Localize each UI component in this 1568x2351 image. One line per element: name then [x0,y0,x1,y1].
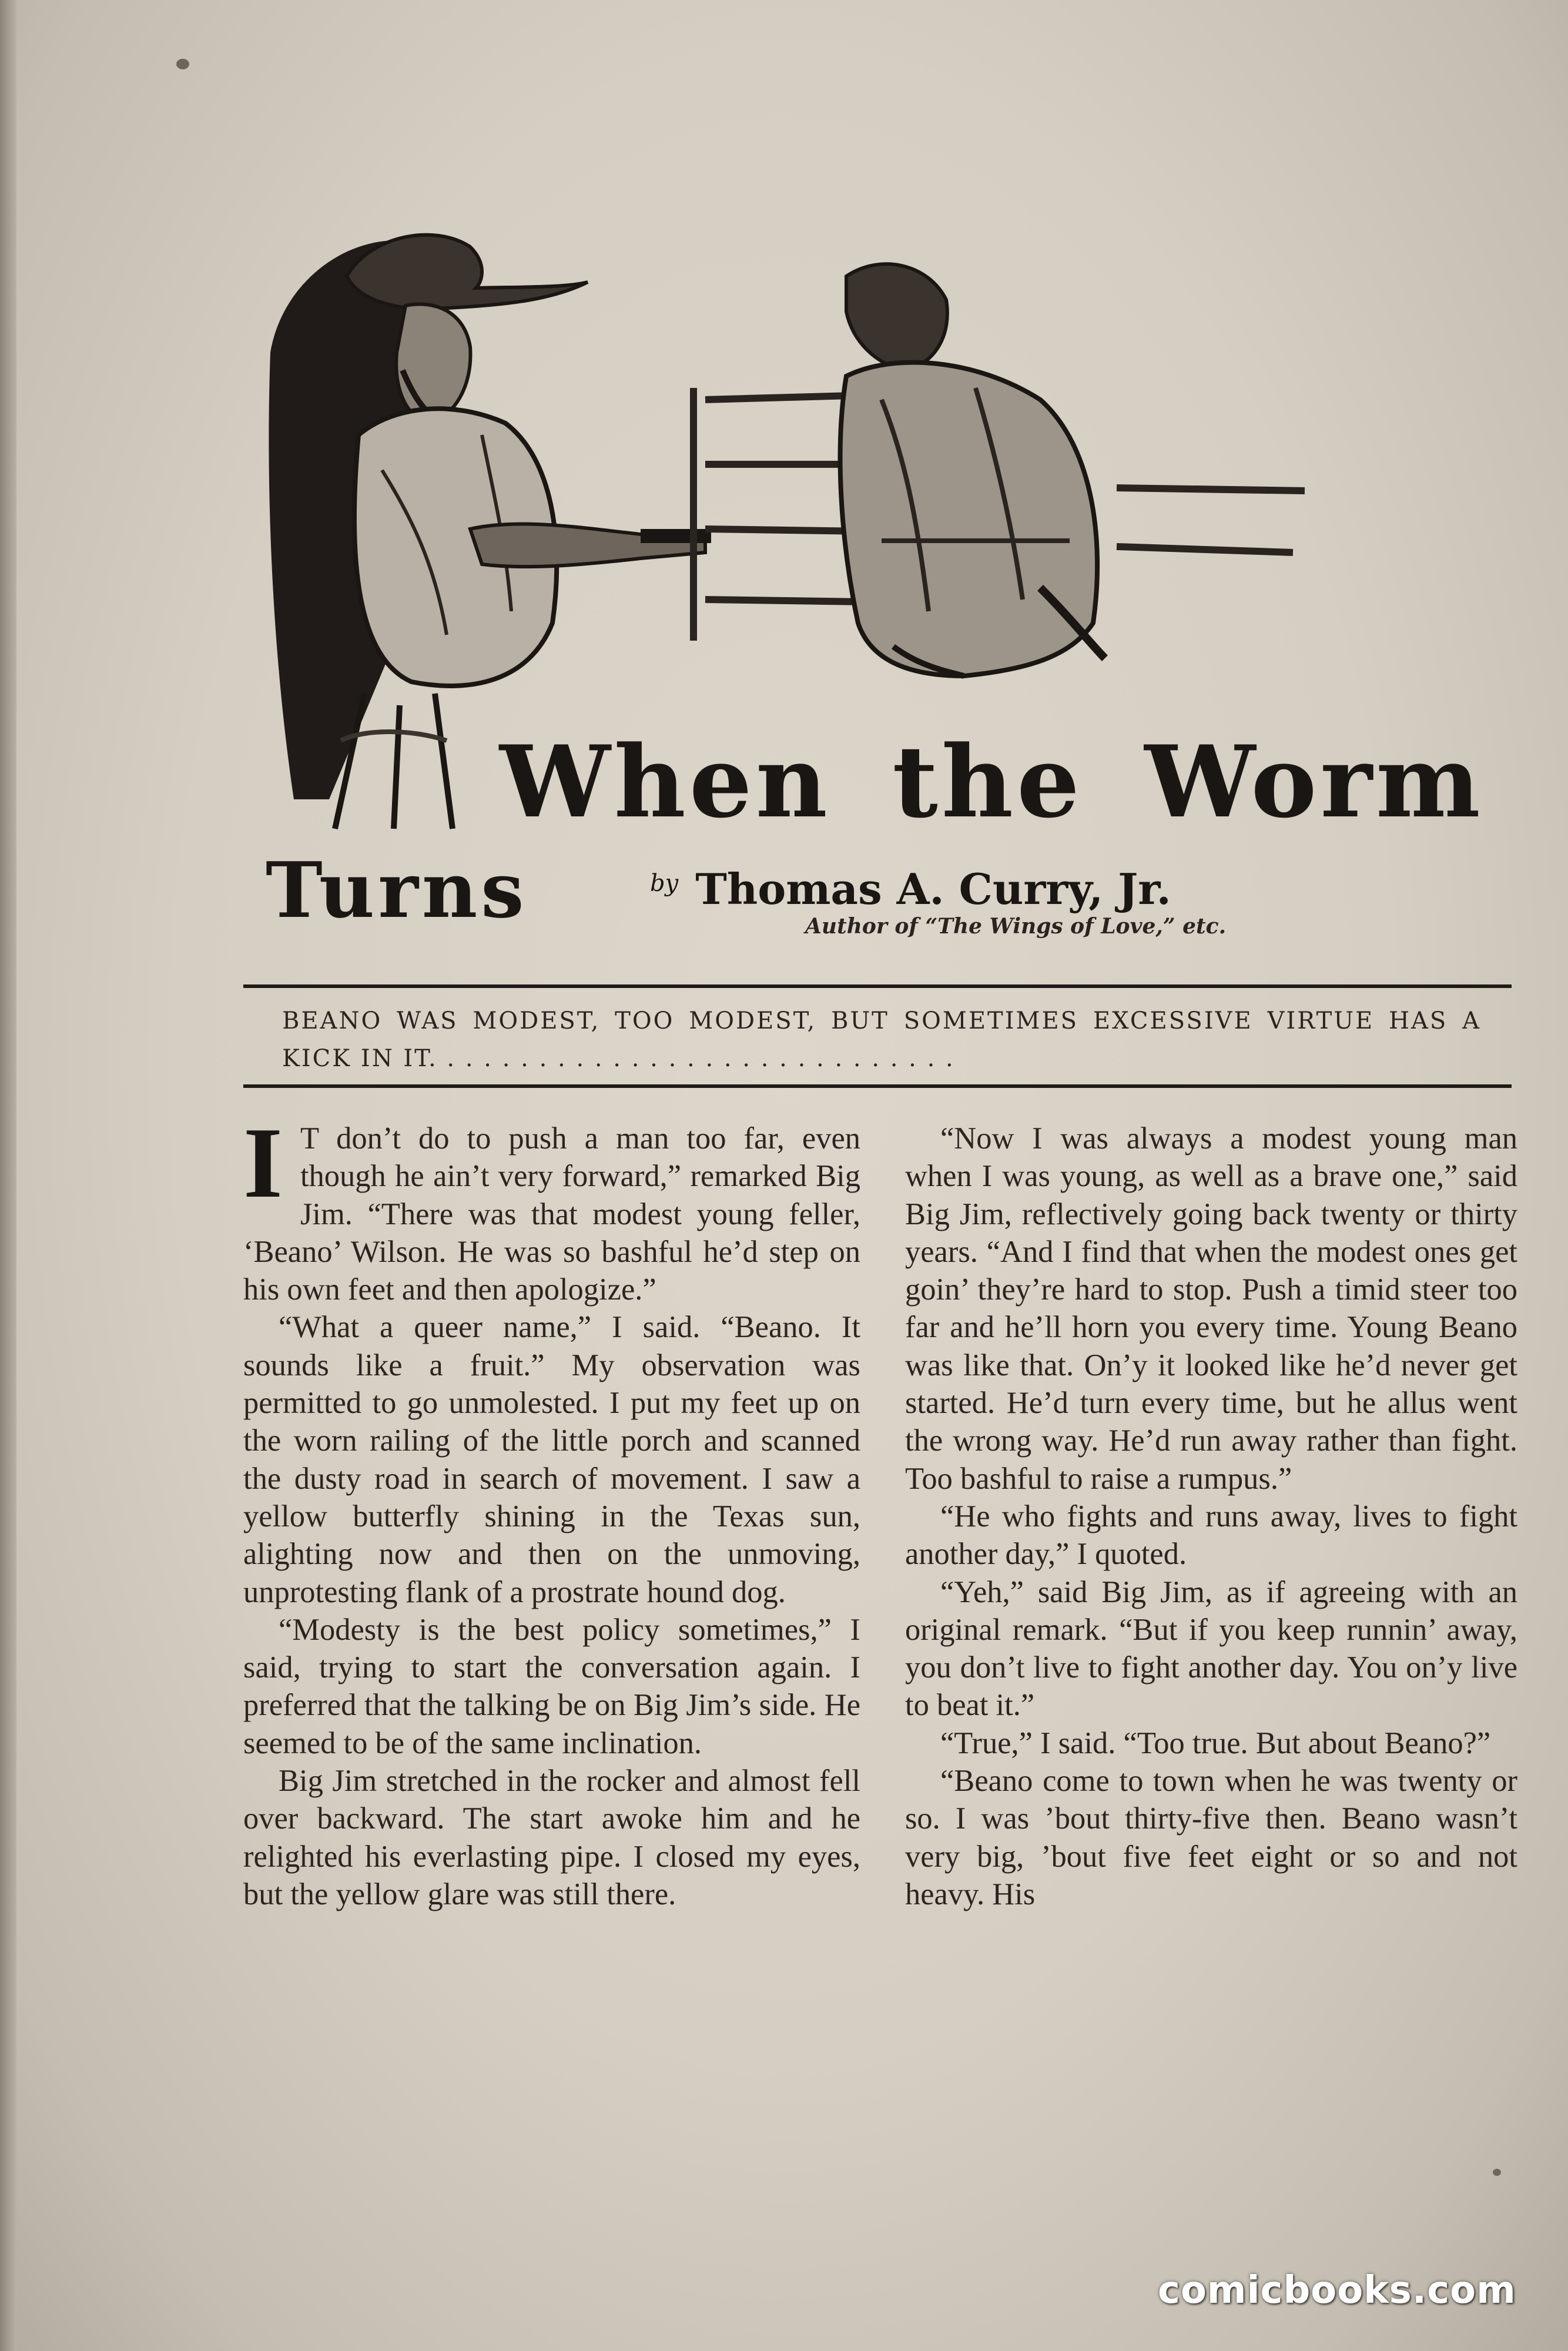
body-column-left [243,1107,860,1913]
standing-man-head [846,264,947,370]
paragraph: “Now I was always a modest young man when I was young, as well as a brave one,” said Big Jim, reflectively going back twenty or thirty years. “And I find that when the modest ones get goin’ they’re hard to stop. Push a timid steer too far and he’ll horn you every time. Young Beano was like that. On’y it looked like he’d never get started. He’d turn every time, but he allus went the wrong way. He’d run away rather than fight. Too bashful to raise a rumpus.” [905,1121,1517,1496]
author-credit: Author of “The Wings of Love,” etc. [805,914,1227,939]
watermark-logo: comicbooks.com [1158,2269,1516,2312]
revolver-icon [641,529,711,543]
story-title-line-1: When the Worm [500,724,1484,840]
page-binding-edge [0,0,16,2351]
paper-speck [1493,2169,1501,2176]
paragraph: “Yeh,” said Big Jim, as if agreeing with an original remark. “But if you keep runnin’ away, you don’t live to fight another day. You on’y live to beat it.” [905,1575,1517,1723]
paragraph: “Modesty is the best policy sometimes,” I said, trying to start the conversation again. I preferred that the talking be on Big Jim’s side. He seemed to be of the same inclination. [243,1612,860,1760]
byline-prefix: by [650,870,679,897]
story-title-line-2: Turns [266,845,528,935]
paragraph: “True,” I said. “Too true. But about Beano?” [940,1726,1491,1760]
cowboy-head [396,304,470,423]
paragraph: “He who fights and runs away, lives to fight another day,” I quoted. [905,1499,1517,1572]
paper-speck [176,59,189,69]
divider-rule-top [243,984,1512,988]
standing-man-body [840,363,1097,676]
cowboy-hat [347,235,588,309]
story-blurb: BEANO WAS MODEST, TOO MODEST, BUT SOMETIMES EXCESSIVE VIRTUE HAS A KICK IN IT. . . . . . . . . . . . . . . . . . . . . . . . . . . . . [282,1007,1481,1072]
paragraph: “What a queer name,” I said. “Beano. It sounds like a fruit.” My observation was permitted to go unmolested. I put my feet up on the worn railing of the little porch and scanned the dusty road in search of movement. I saw a yellow butterfly shining in the Texas sun, alighting now and then on the unmoving, unprotesting flank of a prostrate hound dog. [243,1310,860,1609]
paragraph: “Beano come to town when he was twenty or so. I was ’bout thirty-five then. Beano wasn’t very big, ’bout five feet eight or so and not heavy. His [905,1764,1517,1911]
paragraph [243,1107,860,1308]
drop-cap: I [243,1107,283,1219]
paragraph-text: T don’t do to push a man too far, even though he ain’t very forward,” remarked Big Jim. “There was that modest young feller, ‘Beano’ Wilson. He was so bashful he’d step on his own feet and then apologize.” [243,1121,860,1307]
divider-rule-bottom [243,1084,1512,1088]
paragraph: Big Jim stretched in the rocker and almost fell over backward. The start awoke him and he relighted his everlasting pipe. I closed my eyes, but the yellow glare was still there. [243,1764,860,1911]
body-column-right [905,1120,1517,1913]
author-name: Thomas A. Curry, Jr. [695,864,1171,914]
byline [650,864,1171,914]
